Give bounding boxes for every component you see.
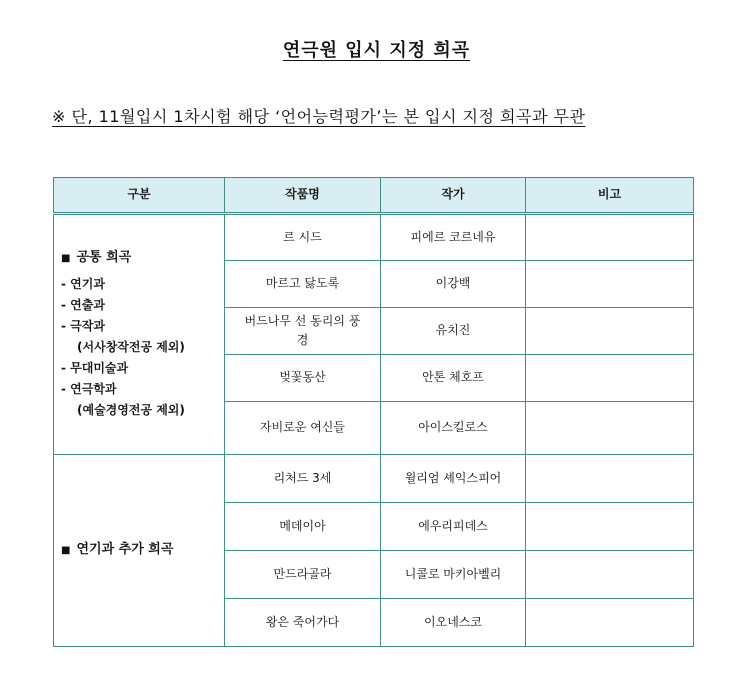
work-cell: 리처드 3세 [225, 455, 381, 503]
header-author: 작가 [381, 178, 526, 214]
note-cell [526, 402, 694, 455]
note-cell [526, 261, 694, 308]
work-cell: 만드라골라 [225, 551, 381, 599]
note-cell [526, 355, 694, 402]
department-item: - 극작과 [61, 319, 105, 334]
work-cell: 왕은 죽어가다 [225, 599, 381, 647]
work-cell: 르 시드 [225, 214, 381, 261]
category-label: 연기과 추가 희곡 [76, 542, 174, 558]
author-cell: 윌리엄 셰익스피어 [381, 455, 526, 503]
page-title [0, 36, 753, 62]
category-title [61, 248, 224, 269]
notice-text: ※ 단, 11월입시 1차시험 해당 ‘언어능력평가’는 본 입시 지정 희곡과 무관 [52, 107, 586, 126]
table-header-row [54, 178, 694, 214]
department-item: - 연출과 [61, 298, 105, 313]
department-item: - 연기과 [61, 277, 105, 292]
author-cell: 유치진 [381, 308, 526, 355]
note-cell [526, 599, 694, 647]
note-cell [526, 214, 694, 261]
author-cell: 이오네스코 [381, 599, 526, 647]
square-bullet-icon: ■ [61, 252, 71, 264]
author-cell: 이강백 [381, 261, 526, 308]
work-cell: 버드나무 선 동리의 풍경 [225, 308, 381, 355]
note-cell [526, 551, 694, 599]
square-bullet-icon: ■ [61, 545, 71, 557]
department-exception: (서사창작전공 제외) [77, 340, 185, 355]
work-cell: 벚꽃동산 [225, 355, 381, 402]
plays-table [53, 177, 694, 647]
header-category: 구분 [54, 178, 225, 214]
department-item: - 연극학과 [61, 382, 117, 397]
department-list [61, 274, 224, 421]
header-work: 작품명 [225, 178, 381, 214]
author-cell: 안톤 체호프 [381, 355, 526, 402]
header-note: 비고 [526, 178, 694, 214]
category-cell-acting [54, 455, 225, 647]
category-cell-common [54, 214, 225, 455]
work-cell: 자비로운 여신들 [225, 402, 381, 455]
note-cell [526, 503, 694, 551]
department-item: - 무대미술과 [61, 361, 129, 376]
author-cell: 에우리피데스 [381, 503, 526, 551]
category-label: 공통 희곡 [76, 249, 132, 265]
table-row [54, 455, 694, 503]
page-title-text: 연극원 입시 지정 희곡 [282, 40, 471, 61]
work-cell: 메데이아 [225, 503, 381, 551]
department-exception: (예술경영전공 제외) [77, 403, 185, 418]
author-cell: 아이스킬로스 [381, 402, 526, 455]
work-cell: 마르고 닳도록 [225, 261, 381, 308]
table-row [54, 214, 694, 261]
note-cell [526, 308, 694, 355]
category-title [61, 540, 224, 561]
note-cell [526, 455, 694, 503]
author-cell: 니콜로 마키아벨리 [381, 551, 526, 599]
author-cell: 피에르 코르네유 [381, 214, 526, 261]
